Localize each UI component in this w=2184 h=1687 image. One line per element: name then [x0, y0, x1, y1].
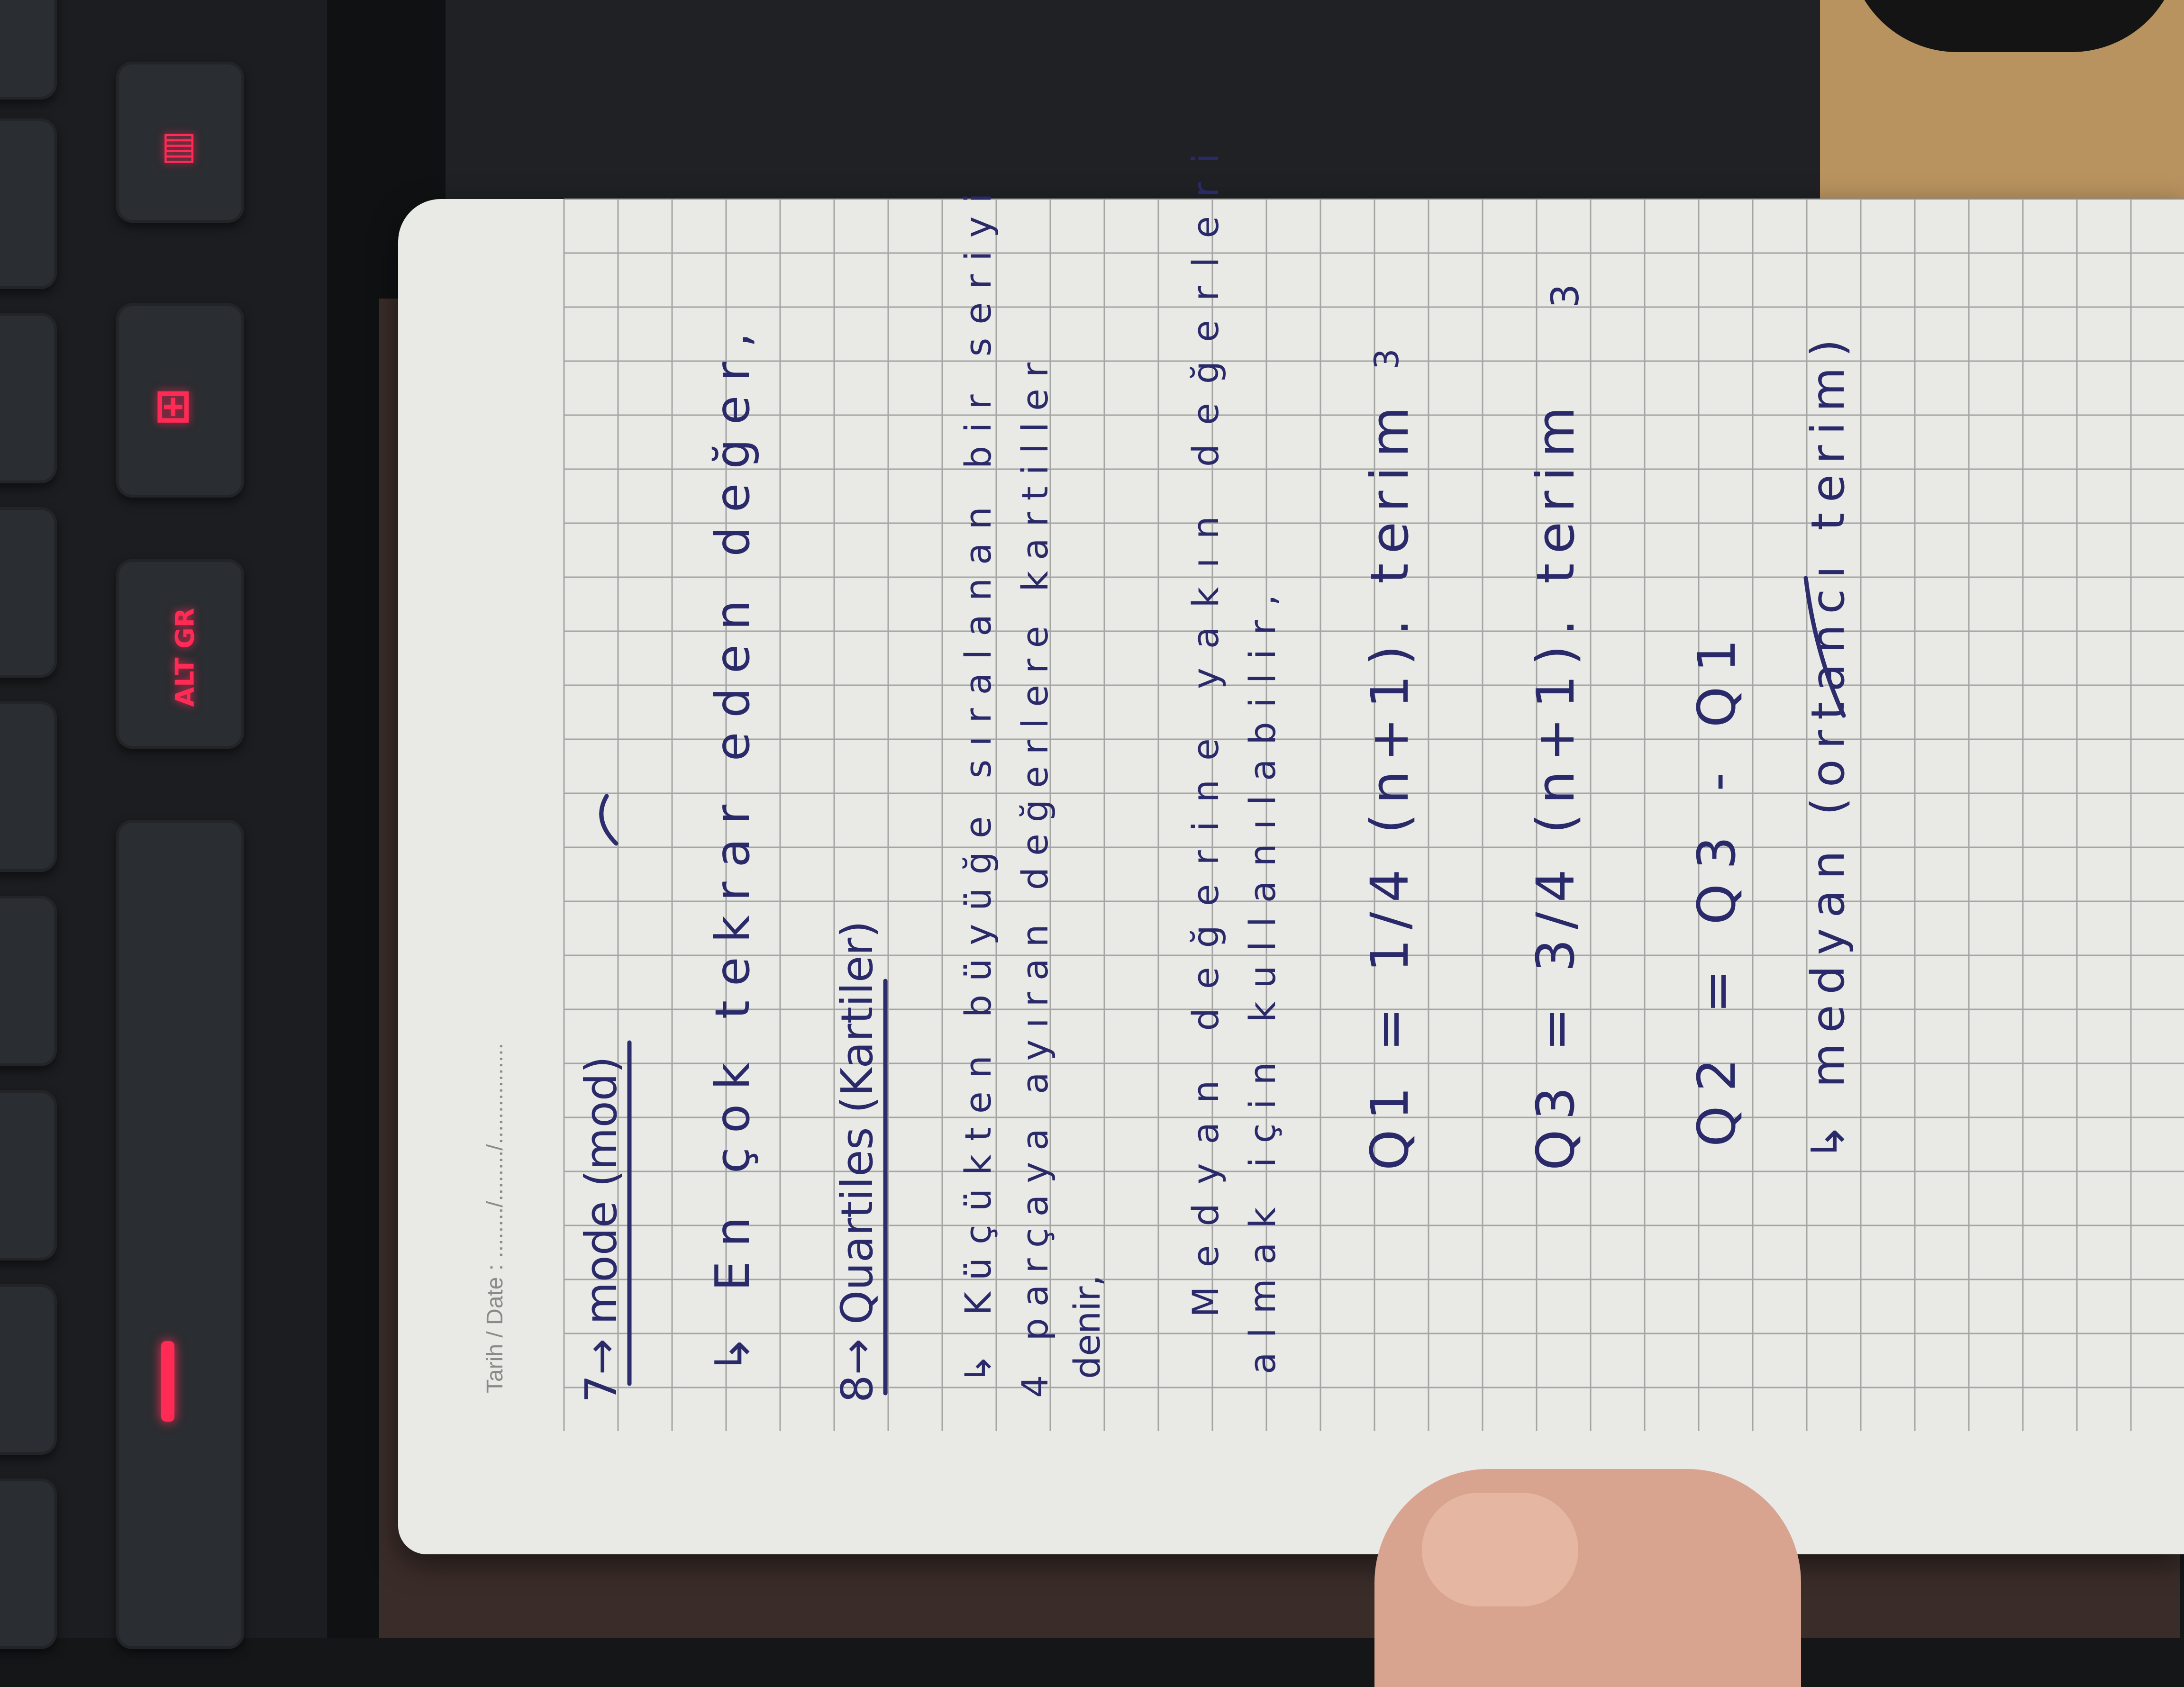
line-q3: Q3 = 3/4 (n+1). terim — [1525, 397, 1586, 1170]
side-mark-1: 3 — [1367, 348, 1406, 370]
line-quartiles-def-1: ↳ Küçükten büyüğe sıralanan bir seriyi — [957, 180, 999, 1384]
side-mark-2: 3 — [1543, 284, 1587, 308]
monitor-stand — [446, 0, 1820, 204]
line-q2: Q2 = Q3 - Q1 — [1686, 625, 1747, 1147]
thumb-nail — [1422, 1493, 1578, 1606]
key-7 — [0, 1284, 57, 1455]
altgr-key-label: ALT GR — [170, 608, 200, 707]
key-3 — [0, 507, 57, 678]
key-spacebar — [116, 820, 244, 1649]
key-altgr — [116, 559, 244, 749]
spacebar-led — [161, 1341, 174, 1422]
line-mode-def: ↳ En çok tekrar eden değer, — [705, 318, 760, 1374]
line-mode-heading: 7→ mode (mod) — [576, 1056, 627, 1403]
date-label: Tarih / Date : ......../......../................ — [482, 1043, 508, 1393]
line-quartiles-def-2: 4 parçaya ayıran değerlere kartiller — [1014, 351, 1056, 1398]
windows-key-icon: ⊞ — [154, 379, 192, 432]
key-4 — [0, 701, 57, 872]
handwriting — [576, 135, 1855, 1403]
line-median-ortanci: ↳ medyan (ortancı terim) — [1802, 328, 1855, 1161]
key-windows — [116, 303, 244, 498]
key-top — [0, 0, 57, 100]
key-5 — [0, 896, 57, 1066]
bracket-top-mod — [601, 796, 616, 844]
grid-page — [482, 134, 2184, 1431]
key-8 — [0, 1478, 57, 1649]
line-quartiles-def-3: denir, — [1066, 1275, 1108, 1379]
key-6 — [0, 1090, 57, 1261]
key-2 — [0, 313, 57, 483]
line-quartiles-heading: 8→ Quartiles (Kartiler) — [832, 920, 883, 1403]
keyboard — [0, 0, 446, 1638]
menu-key-icon: ▤ — [161, 123, 197, 167]
key-menu — [116, 62, 244, 223]
line-median-1: Medyan değerine yakın değerleri — [1184, 134, 1227, 1317]
line-median-2: almak için kullanılabilir, — [1241, 580, 1283, 1374]
line-q1: Q1 = 1/4 (n+1). terim — [1359, 397, 1420, 1170]
key-1 — [0, 118, 57, 289]
